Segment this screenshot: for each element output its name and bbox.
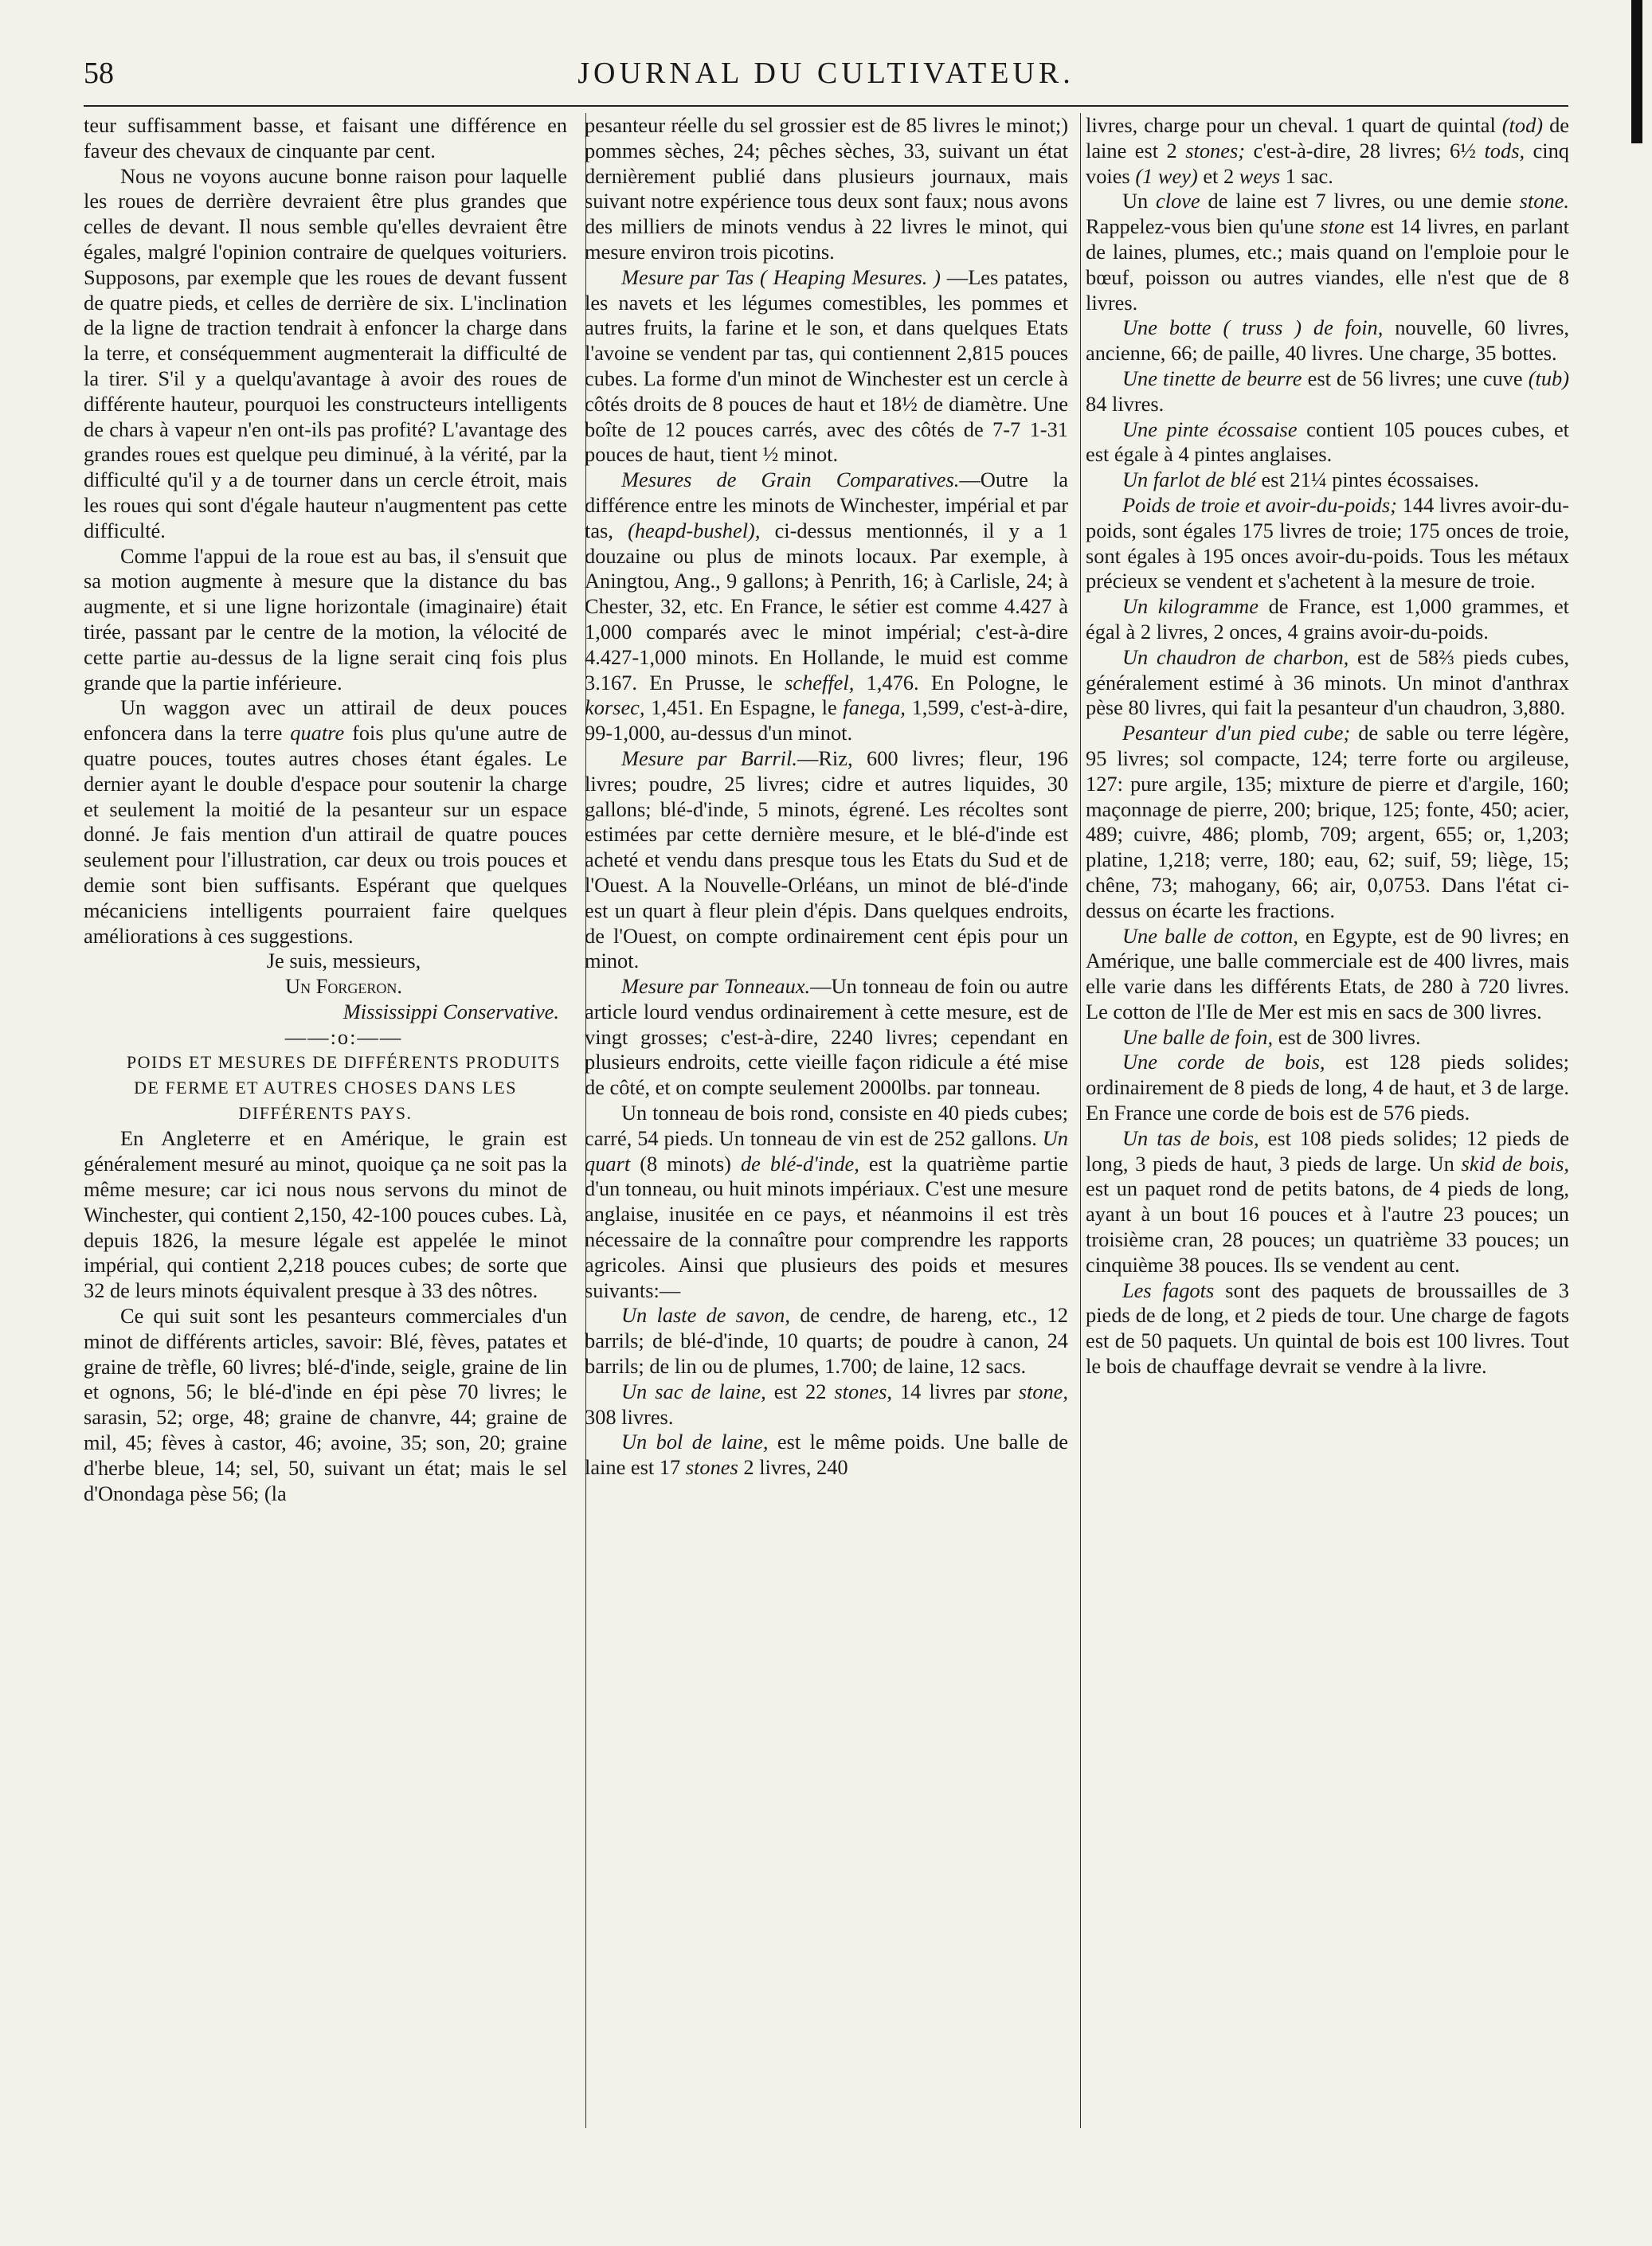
text-run: est le même poids. Une balle de laine est 17 bbox=[585, 1430, 1068, 1480]
text-run: est de 56 livres; une cuve bbox=[1307, 366, 1523, 390]
italic-run: Poids de troie et avoir-du-poids; bbox=[1122, 492, 1397, 517]
italic-run: Une balle de foin, bbox=[1122, 1024, 1274, 1049]
text-run: et 2 bbox=[1203, 163, 1235, 188]
paragraph bbox=[1086, 468, 1569, 493]
text-run: de laine est 7 livres, ou une demie bbox=[1208, 189, 1512, 213]
italic-run: de blé-d'inde, bbox=[740, 1151, 859, 1176]
text-run: contient 105 pouces cubes, et est égale à 4 pintes anglaises. bbox=[1086, 417, 1569, 467]
text-run: est 21¼ pintes écossaises. bbox=[1261, 468, 1479, 492]
paragraph bbox=[1086, 1278, 1569, 1379]
paragraph bbox=[585, 1379, 1068, 1430]
text-run: —Les patates, les navets et les légumes comestibles, les pommes et autres fruits, la farine et le son, et dans quelques Etats l'avoine se vendent par tas, qui contiennent 2,815 pouces cubes. La forme d'un minot de Winchester est un cercle à côtés droits de 8 pouces de haut et 18½ de diamètre. Une boîte de 12 pouces carrés, avec des côtés de 7-7 1-31 pouces de haut, tient ½ minot. bbox=[585, 264, 1068, 467]
paragraph: En Angleterre et en Amérique, le grain est généralement mesuré au minot, quoique ça ne soit pas la même mesure; car ici nous nous servons du minot de Winchester, qui contient 2,150, 42-100 pouces cubes. Là, depuis 1826, la mesure légale est appelée le minot impérial, qui contient 2,218 pouces cubes; de sorte que 32 de leurs minots équivalent presque à 33 des nôtres. bbox=[84, 1126, 567, 1303]
italic-run: stone. bbox=[1519, 189, 1569, 213]
text-run: Rappelez-vous bien qu'une bbox=[1086, 214, 1314, 239]
italic-run: (1 wey) bbox=[1135, 163, 1198, 188]
paragraph bbox=[84, 695, 567, 949]
italic-run: quatre bbox=[290, 721, 345, 745]
page-header bbox=[84, 56, 1568, 104]
column-3 bbox=[1086, 113, 1569, 1506]
paragraph bbox=[1086, 924, 1569, 1025]
paragraph bbox=[585, 1303, 1068, 1379]
italic-run: stone bbox=[1320, 214, 1364, 239]
text-run: 144 livres avoir-du-poids, sont égales 175 livres de troie; 175 onces de troie, sont égales à 195 onces avoir-du-poids. Tous les métaux précieux se vendent et s'achetent à la mesure de troie. bbox=[1086, 492, 1569, 593]
signature-line: Je suis, messieurs, bbox=[266, 949, 421, 973]
source-italic: Mississippi Conservative. bbox=[343, 999, 559, 1023]
text-run: livres, charge pour un cheval. 1 quart de quintal bbox=[1086, 113, 1496, 137]
text-run: est 128 pieds solides; ordinairement de 8 pieds de long, 4 de haut, et 3 de large. En France une corde de bois est de 576 pieds. bbox=[1086, 1050, 1569, 1125]
italic-run: skid de bois, bbox=[1461, 1151, 1569, 1176]
text-run: est un paquet rond de petits batons, de 4 pieds de long, ayant à un bout 16 pouces et à l'autre 23 pouces; un troisième cran, 28 pouces; un quatrième 33 pouces; un cinquième 38 pouces. Ils se vendent au cent. bbox=[1086, 1176, 1569, 1277]
text-run: est de 300 livres. bbox=[1278, 1024, 1421, 1049]
text-run: ci-dessus mentionnés, il y a 1 douzaine ou plus de minots locaux. Par exemple, à Aningtou, Ang., 9 gallons; à Penrith, 16; à Carlisle, 24; à Chester, 32, etc. En France, le sétier est comme 4.427 à 1,000 comparés avec le minot impérial; c'est-à-dire 4.427-1,000 minots. En Hollande, le muid est comme 3.167. En Prusse, le bbox=[585, 518, 1068, 695]
italic-run: Un bol de laine, bbox=[621, 1430, 769, 1454]
paragraph: Comme l'appui de la roue est au bas, il s'ensuit que sa motion augmente à mesure que la distance du bas augmente, et si une ligne horizontale (imaginaire) était tirée, passant par le centre de la motion, la vélocité de cette partie au-dessus de la ligne serait cinq fois plus grande que la partie inférieure. bbox=[84, 543, 567, 695]
paragraph bbox=[1086, 315, 1569, 366]
text-run: de France, est 1,000 grammes, et égal à 2 livres, 2 onces, 4 grains avoir-du-poids. bbox=[1086, 594, 1569, 644]
italic-run: stones; bbox=[1185, 138, 1246, 162]
text-run: de laine est 2 bbox=[1086, 113, 1569, 162]
text-run: en Egypte, est de 90 livres; en Amérique, une balle commerciale est de 400 livres, mais elle varie dans les différents Etats, de 280 à 720 livres. Le cotton de l'Ile de Mer est mis en sacs de 300 livres. bbox=[1086, 923, 1569, 1023]
text-columns bbox=[84, 113, 1569, 1506]
italic-run: stones bbox=[685, 1455, 738, 1480]
italic-run: (tod) bbox=[1501, 113, 1544, 137]
paragraph bbox=[585, 1430, 1068, 1481]
italic-run: fanega, bbox=[843, 695, 906, 720]
text-run: nouvelle, 60 livres, ancienne, 66; de paille, 40 livres. Une charge, 35 bottes. bbox=[1086, 315, 1569, 366]
text-run: 1,451. En Espagne, le bbox=[651, 695, 837, 720]
italic-run: korsec, bbox=[585, 695, 645, 720]
paragraph: pesanteur réelle du sel grossier est de 85 livres le minot;) pommes sèches, 24; pêches sèches, 33, suivant un état dernièrement publié dans plusieurs journaux, mais suivant notre expérience tous deux sont faux; nous avons des milliers de minots vendus à 22 livres le minot, qui mesure environ trois picotins. bbox=[585, 113, 1068, 264]
text-run: —Un tonneau de foin ou autre article lourd vendus ordinairement à cette mesure, est de vingt grosses; c'est-à-dire, 2240 livres; cependant en plusieurs endroits, cette vieille façon ridicule a été mise de côté, et on compte seulement 2000lbs. par tonneau. bbox=[585, 974, 1068, 1100]
column-2 bbox=[585, 113, 1068, 1506]
italic-run: Mesure par Tonneaux. bbox=[621, 974, 811, 999]
italic-run: Un tas de bois, bbox=[1122, 1125, 1259, 1150]
italic-run: Un sac de laine, bbox=[621, 1379, 766, 1403]
text-run: est 14 livres, en parlant de laines, plumes, etc.; mais quand on l'emploie pour le bœuf, poisson ou autres viandes, elle n'est que de 8 livres. bbox=[1086, 214, 1569, 315]
text-run: 308 livres. bbox=[585, 1404, 674, 1429]
italic-run: clove bbox=[1156, 189, 1200, 213]
italic-run: Une tinette de beurre bbox=[1122, 366, 1302, 390]
text-run: 1 sac. bbox=[1285, 163, 1333, 188]
italic-run: stones, bbox=[834, 1379, 892, 1403]
text-run: 2 livres, 240 bbox=[743, 1455, 848, 1480]
text-run: —Outre la différence entre les minots de Winchester, impérial et par tas, bbox=[585, 468, 1068, 542]
text-run: est 22 bbox=[773, 1379, 827, 1403]
italic-run: Un laste de savon, bbox=[621, 1303, 790, 1328]
paragraph bbox=[1086, 417, 1569, 468]
paragraph bbox=[1086, 189, 1569, 315]
text-run: 14 livres par bbox=[899, 1379, 1011, 1403]
section-heading: POIDS ET MESURES DE DIFFÉRENTS PRODUITS DE FERME ET AUTRES CHOSES DANS LES DIFFÉRENTS PAYS. bbox=[126, 1052, 562, 1124]
column-1 bbox=[84, 113, 567, 1506]
text-run: fois plus qu'une autre de quatre pouces, toutes autres choses étant égales. Le dernier ayant le double d'espace pour soutenir la charge et seulement la moitié de la pesanteur sur un espace donné. Je fais mention d'un attirail de quatre pouces seulement pour l'illustration, car deux ou trois pouces et demie sont bien suffisants. Espérant que quelques mécaniciens intelligents pourraient faire quelques améliorations à ces suggestions. bbox=[84, 721, 567, 948]
paragraph: Nous ne voyons aucune bonne raison pour laquelle les roues de derrière devraient être plus grandes que celles de devant. Il nous semble qu'elles devraient être égales, malgré l'opinion contraire de quelques voituriers. Supposons, par exemple que les roues de devant fussent de quatre pieds, et celles de derrière de six. L'inclination de la ligne de traction tendrait à enfoncer la charge dans la terre, et conséquemment augmenterait la difficulté de la tirer. S'il y a quelqu'avantage à avoir des roues de différente hauteur, pourquoi les constructeurs intelligents de chars à vapeur n'en ont-ils pas profité? L'avantage des grandes roues est quelque peu diminué, à la vérité, par la difficulté qu'il y a de tourner dans un cercle étroit, mais les roues qui sont d'égale hauteur n'augmentent pas cette difficulté. bbox=[84, 163, 567, 542]
header-rule bbox=[84, 105, 1568, 107]
italic-run: Un kilogramme bbox=[1122, 594, 1259, 619]
italic-run: tods, bbox=[1484, 138, 1525, 162]
page-number: 58 bbox=[84, 57, 114, 90]
paragraph bbox=[1086, 645, 1569, 721]
text-run: c'est-à-dire, 28 livres; 6½ bbox=[1253, 138, 1476, 162]
italic-run: Une balle de cotton, bbox=[1122, 923, 1298, 948]
paragraph bbox=[1086, 1050, 1569, 1125]
paragraph: Ce qui suit sont les pesanteurs commerciales d'un minot de différents articles, savoir: Blé, fèves, patates et graine de trèfle, 60 livres; blé-d'inde, seigle, graine de lin et ognons, 56; le blé-d'inde en épi pèse 70 livres; le sarasin, 52; orge, 48; graine de chanvre, 44; graine de mil, 45; fèves à castor, 46; avoine, 35; son, 20; graine d'herbe bleue, 14; sel, 50, suivant un état; mais le sel d'Onondaga pèse 56; (la bbox=[84, 1304, 567, 1505]
paragraph bbox=[1086, 1025, 1569, 1051]
italic-run: (tub) bbox=[1528, 366, 1570, 390]
italic-run: Mesure par Tas ( Heaping Mesures. ) bbox=[621, 264, 941, 289]
italic-run: Un chaudron de charbon, bbox=[1122, 644, 1349, 669]
text-run: est de 58⅔ pieds cubes, généralement estimé à 36 minots. Un minot d'anthrax pèse 80 livres, qui fait la pesanteur d'un chaudron, 3,880. bbox=[1086, 644, 1569, 720]
paragraph bbox=[1086, 721, 1569, 923]
paragraph bbox=[585, 265, 1068, 468]
text-run: 84 livres. bbox=[1086, 391, 1165, 416]
text-run: (8 minots) bbox=[640, 1151, 731, 1176]
text-run: est la quatrième partie d'un tonneau, ou huit minots impériaux. C'est une mesure anglaise, inusitée en ce pays, et néanmoins il est très nécessaire de la connaître pour comprendre les rapports agricoles. Ainsi que plusieurs des poids et mesures suivants:— bbox=[585, 1151, 1068, 1302]
italic-run: Une botte ( truss ) de foin, bbox=[1122, 315, 1384, 340]
section-separator: ——:o:—— bbox=[284, 1024, 403, 1049]
italic-run: weys bbox=[1239, 163, 1281, 188]
text-run: Un waggon avec un attirail de deux pouces enfoncera dans la terre bbox=[84, 695, 567, 745]
paragraph bbox=[1086, 113, 1569, 189]
italic-run: Les fagots bbox=[1122, 1278, 1215, 1302]
text-run: de cendre, de hareng, etc., 12 barrils; de blé-d'inde, 10 quarts; de poudre à canon, 24 barrils; de lin ou de plumes, 1.700; de laine, 12 sacs. bbox=[585, 1303, 1068, 1379]
text-run: 1,599, c'est-à-dire, 99-1,000, au-dessus d'un minot. bbox=[585, 695, 1068, 745]
paragraph bbox=[585, 1101, 1068, 1303]
text-run: cinq voies bbox=[1086, 138, 1569, 188]
italic-run: Mesure par Barril. bbox=[621, 745, 797, 770]
paragraph bbox=[1086, 366, 1569, 417]
text-run: Un tonneau de bois rond, consiste en 40 pieds cubes; carré, 54 pieds. Un tonneau de vin est de 252 gallons. bbox=[585, 1101, 1068, 1150]
running-title: JOURNAL DU CULTIVATEUR. bbox=[577, 57, 1075, 90]
paragraph bbox=[1086, 1126, 1569, 1278]
italic-run: Un farlot de blé bbox=[1122, 468, 1256, 492]
text-run: —Riz, 600 livres; fleur, 196 livres; poudre, 25 livres; cidre et autres liquides, 30 gallons; blé-d'inde, 5 minots, égrené. Les récoltes sont estimées par cette dernière mesure, et le blé-d'inde est acheté et vendu dans presque tous les Etats du Sud et de l'Ouest. A la Nouvelle-Orléans, un minot de blé-d'inde est un quart à fleur plein d'épis. Dans quelques endroits, de l'Ouest, on compte ordinairement cent épis pour un minot. bbox=[585, 745, 1068, 973]
paragraph bbox=[585, 746, 1068, 974]
italic-run: Une pinte écossaise bbox=[1122, 417, 1298, 441]
italic-run: (heapd-bushel), bbox=[628, 518, 761, 542]
paragraph bbox=[585, 468, 1068, 746]
text-run: sont des paquets de broussailles de 3 pieds de de long, et 2 pieds de tour. Une charge de fagots est de 50 paquets. Un quintal de bois est 100 livres. Tout le bois de chauffage devrait se vendre à la livre. bbox=[1086, 1278, 1569, 1379]
paragraph bbox=[585, 974, 1068, 1101]
italic-run: Un quart bbox=[585, 1125, 1068, 1176]
paragraph: teur suffisamment basse, et faisant une différence en faveur des chevaux de cinquante par cent. bbox=[84, 113, 567, 162]
text-run: de sable ou terre légère, 95 livres; sol compacte, 124; terre forte ou argileuse, 127: pure argile, 135; mixture de pierre et d'argile, 160; maçonnage de pierre, 200; brique, 125; fonte, 450; acier, 489; cuivre, 486; plomb, 709; argent, 655; or, 1,203; platine, 1,218; verre, 180; eau, 62; suif, 59; liège, 15; chêne, 73; mahogany, 66; air, 0,0753. Dans l'état ci-dessus on écarte les fractions. bbox=[1086, 721, 1569, 922]
signature-name: Un Forgeron. bbox=[285, 974, 402, 999]
paragraph bbox=[1086, 493, 1569, 594]
paragraph bbox=[1086, 594, 1569, 645]
italic-run: Pesanteur d'un pied cube; bbox=[1122, 721, 1351, 745]
italic-run: scheffel, bbox=[785, 670, 855, 695]
italic-run: Mesures de Grain Comparatives. bbox=[621, 468, 960, 492]
italic-run: Une corde de bois, bbox=[1122, 1050, 1325, 1074]
text-run: 1,476. En Pologne, le bbox=[866, 670, 1068, 695]
italic-run: stone, bbox=[1018, 1379, 1068, 1403]
signature-source bbox=[84, 1000, 567, 1025]
page-edge-mark bbox=[1631, 0, 1642, 143]
text-run: Un bbox=[1122, 189, 1149, 213]
text-run: est 108 pieds solides; 12 pieds de long, 3 pieds de haut, 3 pieds de large. Un bbox=[1086, 1125, 1569, 1176]
